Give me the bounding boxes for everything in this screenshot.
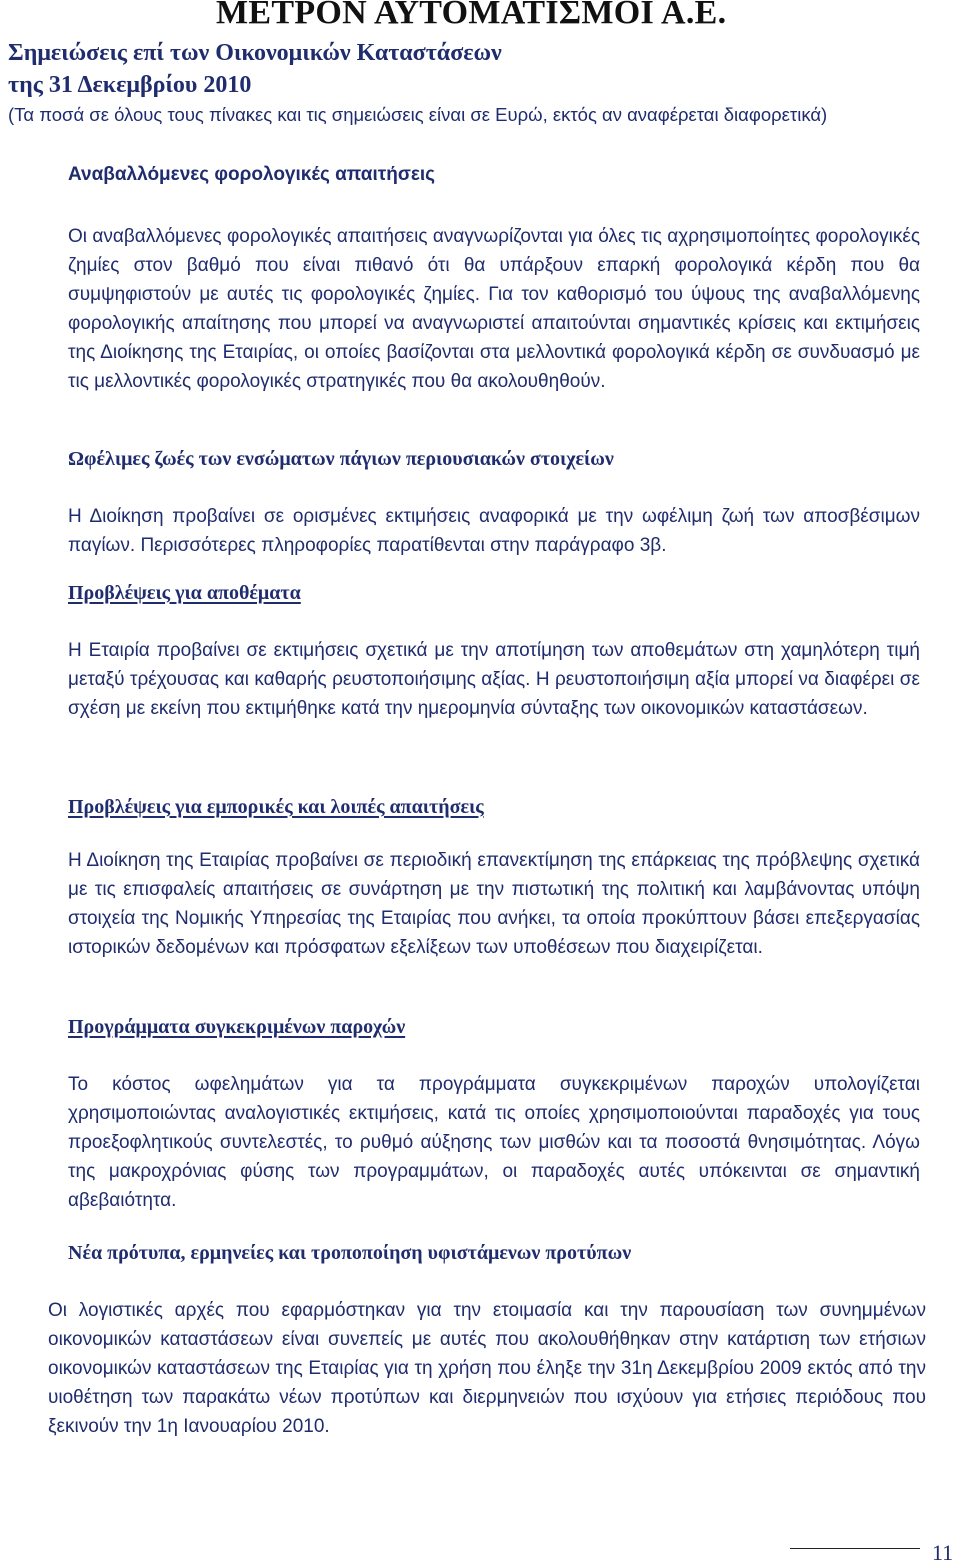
section-paragraph: Η Διοίκηση προβαίνει σε ορισμένες εκτιμήσεις αναφορικά με την ωφέλιμη ζωή των αποσβέσιμων παγίων. Περισσότερες πληροφορίες παρατίθενται στην παράγραφο 3β. [68, 506, 920, 556]
section-heading: Προγράμματα συγκεκριμένων παροχών [68, 1016, 406, 1038]
section-paragraph: Η Διοίκηση της Εταιρίας προβαίνει σε περιοδική επανεκτίμηση της επάρκειας της πρόβλεψης σχετικά με τις επισφαλείς απαιτήσεις σε συνάρτηση με την πιστωτική της πολιτική και λαμβάνοντας υπόψη στοιχεία της Νομικής Υπηρεσίας της Εταιρίας που ανήκει, τα οποία προκύπτουν βάσει επεξεργασίας ιστορικών δεδομένων και πρόσφατων εξελίξεων των υποθέσεων που διαχειρίζεται. [68, 850, 920, 958]
section-paragraph: Το κόστος ωφελημάτων για τα προγράμματα συγκεκριμένων παροχών υπολογίζεται χρησιμοποιώντας αναλογιστικές εκτιμήσεις, κατά τις οποίες χρησιμοποιούνται παραδοχές για τους προεξοφλητικούς συντελεστές, το ρυθμό αύξησης των μισθών και τα ποσοστά θνησιμότητας. Λόγω της μακροχρόνιας φύσης των προγραμμάτων, οι παραδοχές αυτές υπόκεινται σε σημαντική αβεβαιότητα. [68, 1074, 920, 1211]
section-receivable-provisions [68, 796, 920, 819]
section-defined-benefit [68, 1016, 920, 1039]
section-deferred-tax [68, 164, 920, 186]
section-deferred-tax-body [68, 222, 920, 396]
section-useful-lives-body [68, 502, 920, 560]
document-title: Σημειώσεις επί των Οικονομικών Καταστάσεων [8, 40, 502, 66]
section-defined-benefit-body [68, 1070, 920, 1215]
section-heading: Αναβαλλόμενες φορολογικές απαιτήσεις [68, 164, 436, 185]
currency-note: (Τα ποσά σε όλους τους πίνακες και τις σημειώσεις είναι σε Ευρώ, εκτός αν αναφέρεται διαφορετικά) [8, 104, 828, 125]
document-date: της 31 Δεκεμβρίου 2010 [8, 72, 252, 98]
footer-divider [790, 1548, 920, 1549]
section-heading: Προβλέψεις για εμπορικές και λοιπές απαιτήσεις [68, 796, 484, 818]
section-new-standards-body [48, 1296, 926, 1441]
section-paragraph: Η Εταιρία προβαίνει σε εκτιμήσεις σχετικά με την αποτίμηση των αποθεμάτων στη χαμηλότερη τιμή μεταξύ τρέχουσας και καθαρής ρευστοποιήσιμης αξίας. Η ρευστοποιήσιμη αξία μπορεί να διαφέρει σε σχέση με εκείνη που εκτιμήθηκε κατά την ημερομηνία σύνταξης των οικονομικών καταστάσεων. [68, 640, 920, 719]
section-new-standards [68, 1242, 920, 1265]
section-heading: Νέα πρότυπα, ερμηνείες και τροποποίηση υφιστάμενων προτύπων [68, 1242, 632, 1264]
page-number: 11 [932, 1540, 954, 1565]
section-inventory-provisions-body [68, 636, 920, 723]
section-inventory-provisions [68, 582, 920, 605]
section-heading: Προβλέψεις για αποθέματα [68, 582, 301, 604]
section-paragraph: Οι λογιστικές αρχές που εφαρμόστηκαν για την ετοιμασία και την παρουσίαση των συνημμένων οικονομικών καταστάσεων είναι συνεπείς με αυτές που ακολουθήθηκαν στην κατάρτιση των ετήσιων οικονομικών καταστάσεων της Εταιρίας για τη χρήση που έληξε την 31η Δεκεμβρίου 2009 εκτός από την υιοθέτηση των παρακάτω νέων προτύπων και διερμηνειών που ισχύουν για ετήσιες περιόδους που ξεκινούν την 1η Ιανουαρίου 2010. [48, 1300, 926, 1437]
section-receivable-provisions-body [68, 846, 920, 962]
company-name: ΜΕΤΡΟΝ ΑΥΤΟΜΑΤΙΣΜΟΙ Α.Ε. [216, 0, 727, 31]
section-useful-lives [68, 448, 920, 471]
section-paragraph: Οι αναβαλλόμενες φορολογικές απαιτήσεις αναγνωρίζονται για όλες τις αχρησιμοποίητες φορολογικές ζημίες στον βαθμό που είναι πιθανό ότι θα υπάρξουν επαρκή φορολογικά κέρδη που θα συμψηφιστούν με αυτές τις φορολογικές ζημίες. Για τον καθορισμό του ύψους της αναβαλλόμενης φορολογικής απαίτησης που μπορεί να αναγνωριστεί απαιτούνται σημαντικές κρίσεις και εκτιμήσεις της Διοίκησης της Εταιρίας, οι οποίες βασίζονται στα μελλοντικά φορολογικά κέρδη σε συνδυασμό με τις μελλοντικές φορολογικές στρατηγικές που θα ακολουθηθούν. [68, 226, 920, 392]
section-heading: Ωφέλιμες ζωές των ενσώματων πάγιων περιουσιακών στοιχείων [68, 448, 614, 470]
